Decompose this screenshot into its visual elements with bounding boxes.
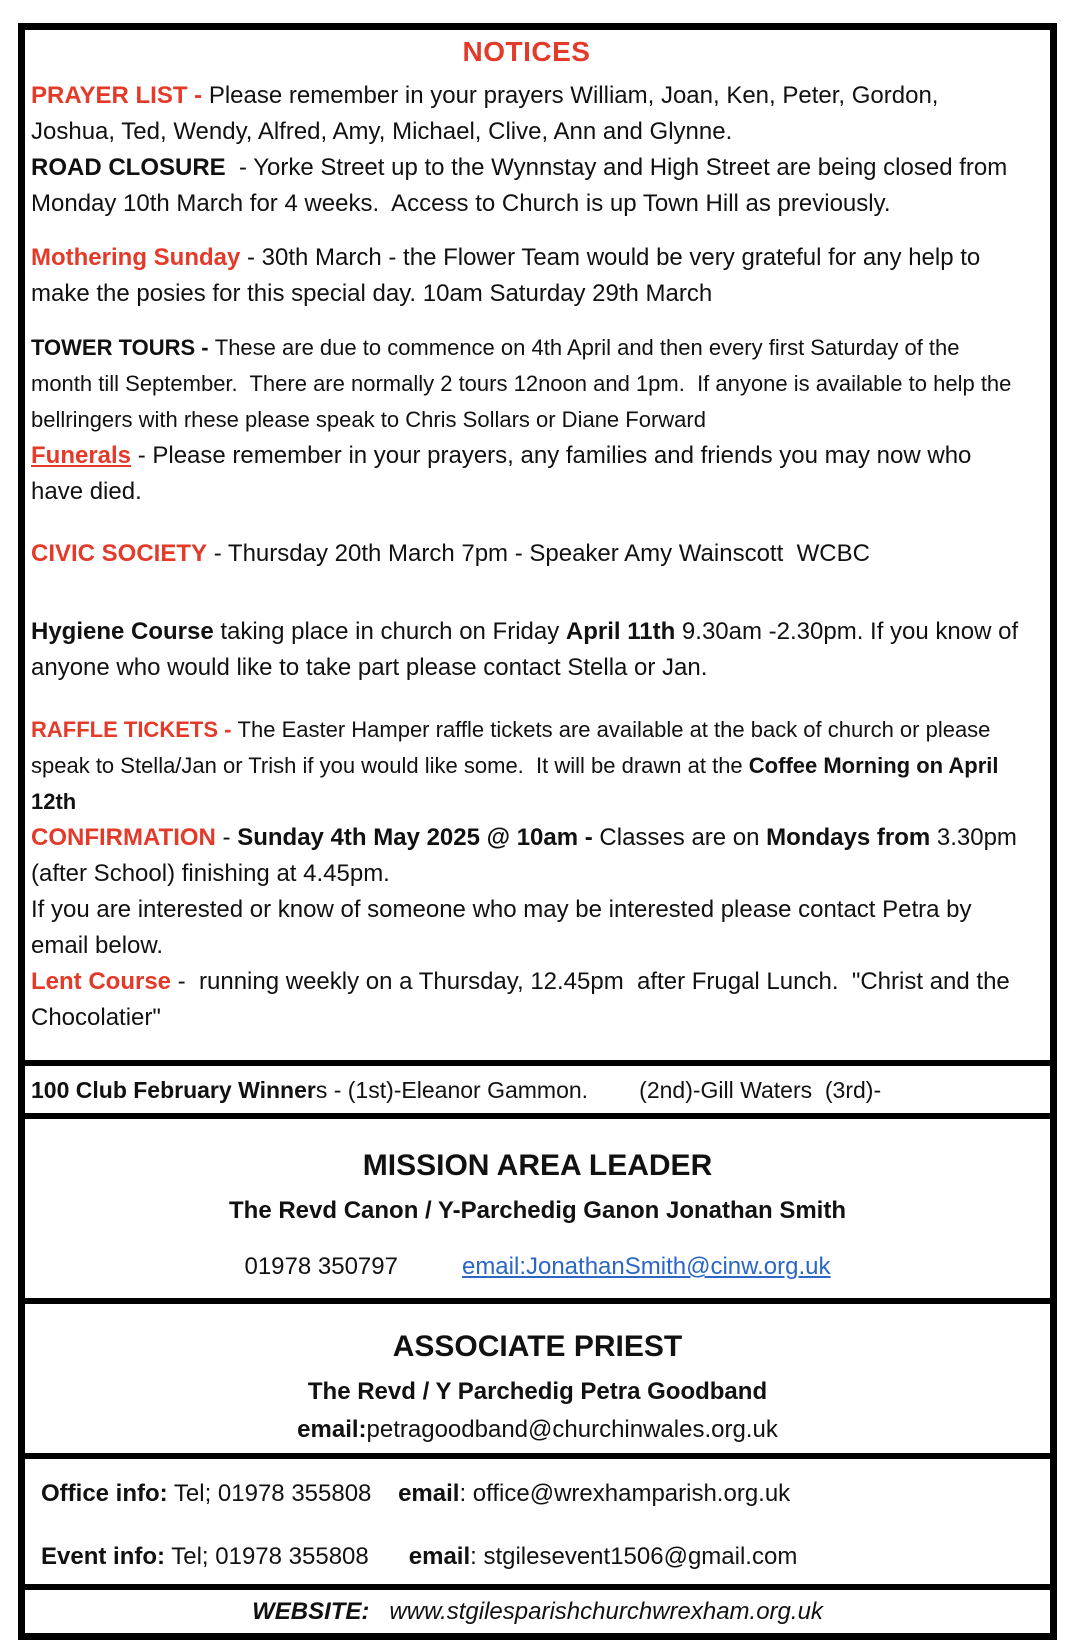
text-run: - 30th March - the Flower Team would be very grateful for any help to make the posies for this special day. 10am Saturday 29th March xyxy=(31,244,987,307)
text-run: : office@wrexhamparish.org.uk xyxy=(459,1480,791,1507)
lent-course-heading: Lent Course xyxy=(31,968,172,995)
text-run: The Easter Hamper raffle tickets are available at the back of church or please speak to Stella/Jan or Trish if you would like some. It will be drawn at the xyxy=(31,717,997,778)
text-run: - running weekly on a Thursday, 12.45pm after Frugal Lunch. "Christ and the Chocolatier" xyxy=(31,968,1017,1031)
hygiene-course-heading: Hygiene Course xyxy=(31,618,214,645)
text-run: April 11th xyxy=(565,618,676,645)
text-run: Tel; 01978 355808 xyxy=(165,1543,409,1570)
notice-paragraph xyxy=(31,438,1022,510)
text-run: Mondays from xyxy=(766,824,931,851)
associate-priest-section xyxy=(25,1298,1050,1453)
associate-priest-name: The Revd / Y Parchedig Petra Goodband xyxy=(307,1378,768,1405)
page-frame xyxy=(18,23,1057,1640)
website-label: WEBSITE: xyxy=(252,1597,370,1625)
website-section xyxy=(25,1584,1050,1633)
notice-paragraph xyxy=(31,240,1022,312)
hundred-club-line xyxy=(31,1072,881,1108)
text-run: email xyxy=(398,1480,460,1507)
mission-phone: 01978 350797 xyxy=(244,1253,398,1280)
associate-email: petragoodband@churchinwales.org.uk xyxy=(366,1416,778,1443)
text-run: Please remember in your prayers William, Joan, Ken, Peter, Gordon, Joshua, Ted, Wendy, Alfred, Amy, Michael, Clive, Ann and Glynne. xyxy=(31,82,946,145)
text-run: www.stgilesparishchurchwrexham.org.uk xyxy=(369,1597,823,1625)
mission-email-link[interactable]: email:JonathanSmith@cinw.org.uk xyxy=(461,1253,831,1280)
tower-tours-heading: TOWER TOURS - xyxy=(31,335,215,360)
associate-email-line xyxy=(25,1416,1050,1444)
text-run: 3.30pm (after School) finishing at 4.45pm. xyxy=(31,824,1024,887)
text-run: - Thursday 20th March 7pm - Speaker Amy Wainscott WCBC xyxy=(207,540,870,567)
text-run: - Yorke Street up to the Wynnstay and High Street are being closed from Monday 10th March for 4 weeks. Access to Church is up Town Hill as previously. xyxy=(31,154,1014,217)
text-run: email xyxy=(408,1543,471,1570)
notice-paragraph xyxy=(31,892,1022,964)
text-run: - Please remember in your prayers, any families and friends you may now who have died. xyxy=(31,442,979,505)
text-run: Sunday 4th May 2025 @ 10am - xyxy=(237,824,600,851)
mission-leader-name: The Revd Canon / Y-Parchedig Ganon Jonathan Smith xyxy=(229,1197,846,1224)
event-info-label: Event info: xyxy=(41,1543,165,1570)
text-run: : stgilesevent1506@gmail.com xyxy=(470,1543,798,1570)
mothering-sunday-heading: Mothering Sunday xyxy=(31,244,241,271)
notice-paragraph xyxy=(31,330,1022,438)
text-run: Classes are on xyxy=(599,824,767,851)
civic-society-heading: CIVIC SOCIETY xyxy=(31,540,208,567)
office-event-info-section xyxy=(25,1453,1050,1584)
notice-paragraph xyxy=(31,964,1022,1036)
hundred-club-section xyxy=(25,1060,1050,1113)
office-info-label: Office info: xyxy=(41,1480,168,1507)
notice-paragraph xyxy=(31,712,1022,820)
page-title: NOTICES xyxy=(462,36,591,67)
office-info-line xyxy=(41,1479,1050,1509)
text-run: - xyxy=(215,824,238,851)
text-run: If you are interested or know of someone who may be interested please contact Petra by email below. xyxy=(31,896,979,959)
mission-area-leader-section xyxy=(25,1113,1050,1298)
notices-section xyxy=(25,30,1050,1060)
notice-paragraph xyxy=(31,150,1022,222)
text-run: s - (1st)-Eleanor Gammon. (2nd)-Gill Waters (3rd)- xyxy=(315,1076,882,1103)
text-run: taking place in church on Friday xyxy=(213,618,566,645)
text-run: Tel; 01978 355808 xyxy=(167,1480,399,1507)
mission-contact-row xyxy=(25,1253,1050,1281)
notices-list xyxy=(31,78,1025,1060)
prayer-list-heading: PRAYER LIST - xyxy=(31,82,209,109)
event-info-line xyxy=(41,1542,1050,1572)
notice-paragraph xyxy=(31,78,1022,150)
associate-priest-title: ASSOCIATE PRIEST xyxy=(392,1330,683,1363)
road-closure-heading: ROAD CLOSURE xyxy=(31,154,226,181)
hundred-club-heading: 100 Club February Winner xyxy=(31,1076,316,1103)
notice-paragraph xyxy=(31,820,1022,892)
raffle-tickets-heading: RAFFLE TICKETS - xyxy=(31,717,238,742)
funerals-heading: Funerals xyxy=(31,442,132,469)
mission-area-leader-title: MISSION AREA LEADER xyxy=(362,1149,713,1182)
text-run: 9.30am -2.30pm. If you know of anyone who would like to take part please contact Stella or Jan. xyxy=(31,618,1025,681)
text-run: These are due to commence on 4th April and then every first Saturday of the month till September. There are normally 2 tours 12noon and 1pm. If anyone is available to help the bellringers with rhese please speak to Chris Sollars or Diane Forward xyxy=(31,335,1018,432)
text-run: Coffee Morning on April 12th xyxy=(31,753,1005,814)
associate-email-label: email: xyxy=(297,1416,367,1443)
notice-paragraph xyxy=(31,614,1025,686)
notice-paragraph xyxy=(31,536,1022,572)
website-line xyxy=(252,1594,823,1630)
confirmation-heading: CONFIRMATION xyxy=(31,824,216,851)
